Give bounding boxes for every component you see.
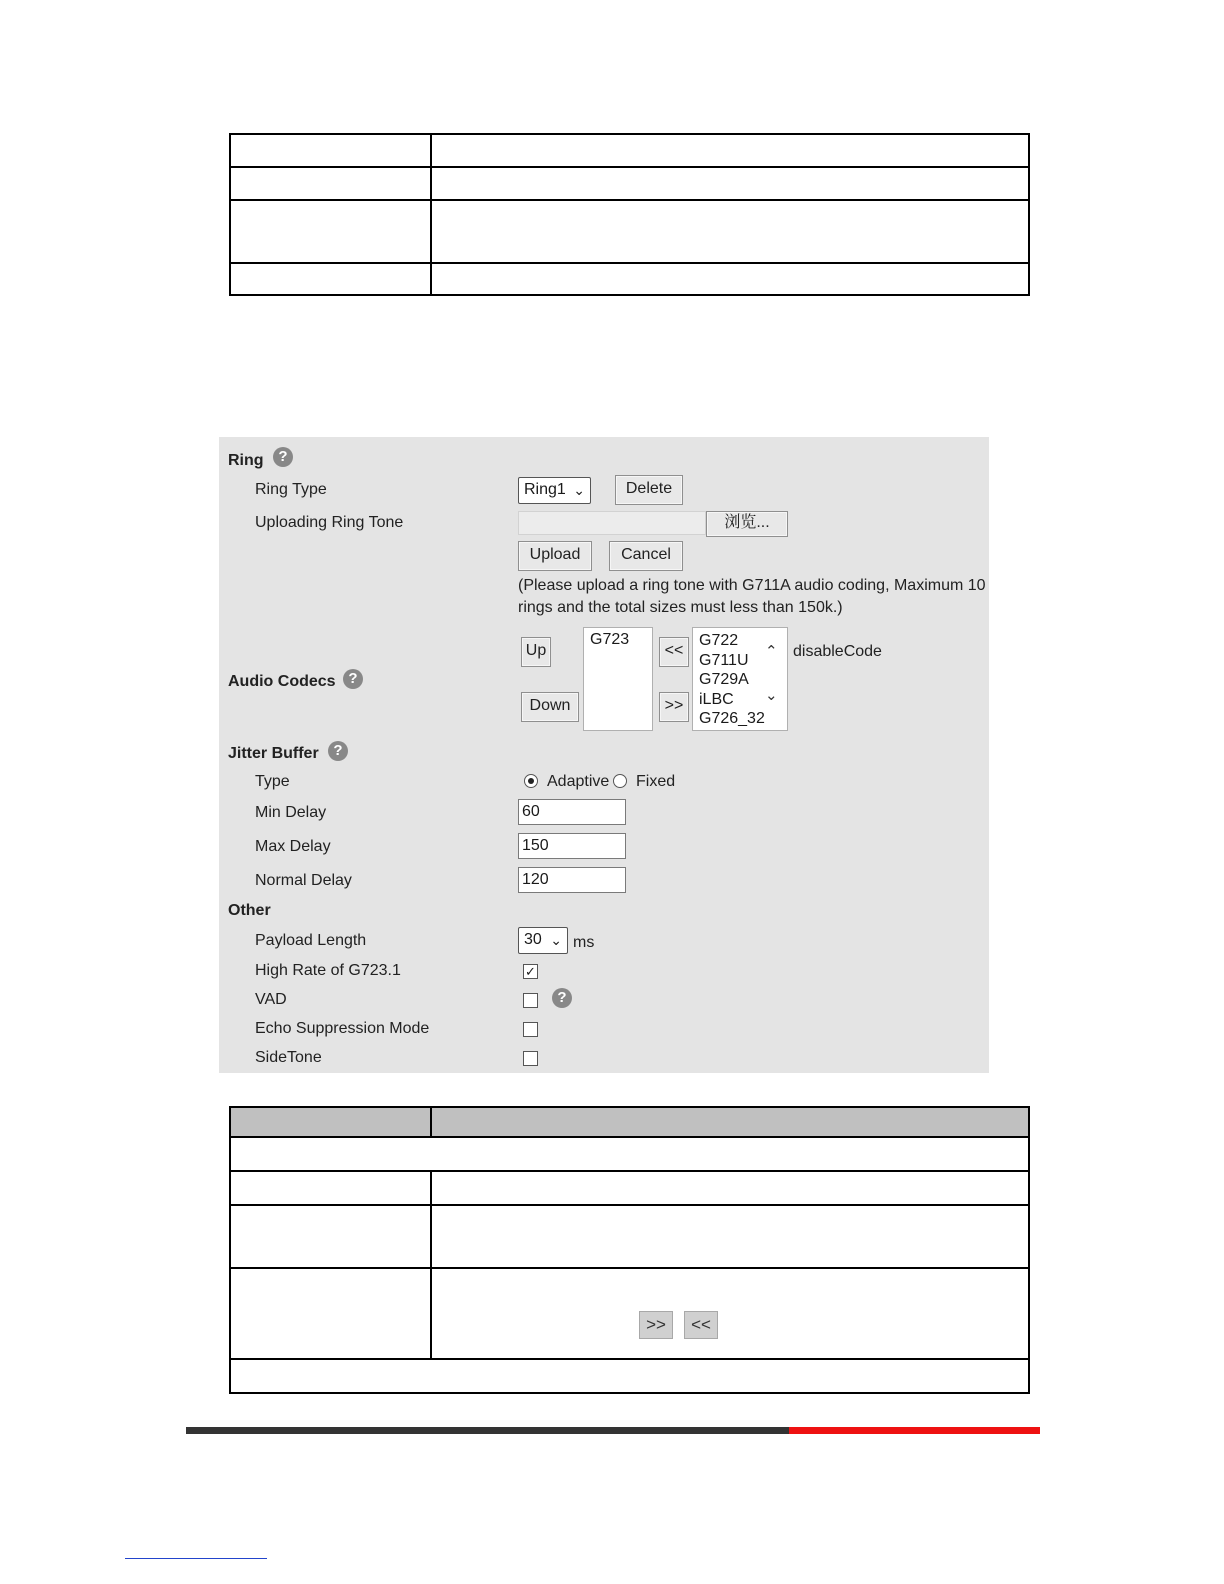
table-cell [230, 200, 431, 263]
jitter-buffer-section-title: Jitter Buffer [228, 745, 319, 762]
vad-help-icon[interactable]: ? [552, 988, 572, 1008]
echo-suppression-label: Echo Suppression Mode [255, 1020, 430, 1037]
normal-delay-input[interactable]: 120 [518, 867, 626, 893]
codec-down-button[interactable]: Down [521, 692, 579, 722]
fixed-label: Fixed [636, 773, 676, 790]
audio-codecs-section-title: Audio Codecs [228, 673, 336, 690]
max-delay-input[interactable]: 150 [518, 833, 626, 859]
list-item[interactable]: G726_32 [699, 710, 765, 727]
other-section-title: Other [228, 902, 271, 919]
ring-tone-file-field[interactable] [518, 511, 706, 535]
table-cell [230, 1205, 431, 1268]
upload-ring-tone-label: Uploading Ring Tone [255, 514, 404, 531]
vad-checkbox[interactable] [523, 993, 538, 1008]
codec-up-button[interactable]: Up [521, 637, 551, 667]
sidetone-checkbox[interactable] [523, 1051, 538, 1066]
payload-length-value: 30 [524, 931, 542, 948]
delete-ring-button[interactable]: Delete [615, 475, 683, 505]
audio-settings-panel [219, 437, 989, 1073]
list-item[interactable]: iLBC [699, 690, 734, 708]
upload-button[interactable]: Upload [518, 541, 592, 571]
chevron-down-icon: ⌄ [573, 482, 585, 498]
fixed-radio[interactable] [613, 774, 627, 788]
list-item[interactable]: G729A [699, 671, 749, 688]
max-delay-label: Max Delay [255, 838, 331, 855]
bottom-table [229, 1106, 1030, 1394]
table-cell [230, 167, 431, 200]
disable-codec-button[interactable]: >> [659, 692, 689, 722]
disabled-codecs-caption: disableCode [793, 643, 882, 660]
high-rate-checkbox[interactable]: ✓ [523, 964, 538, 979]
vad-label: VAD [255, 991, 287, 1008]
high-rate-label: High Rate of G723.1 [255, 962, 401, 979]
table-cell [431, 1171, 1029, 1205]
upload-note-line2: rings and the total sizes must less than 150k.) [518, 599, 843, 616]
payload-length-label: Payload Length [255, 932, 367, 949]
echo-suppression-checkbox[interactable] [523, 1022, 538, 1037]
table-cell [230, 263, 431, 295]
table-cell [230, 134, 431, 167]
table-cell [230, 1359, 1029, 1393]
table-header-cell [230, 1107, 431, 1137]
min-delay-input[interactable]: 60 [518, 799, 626, 825]
enable-codec-button[interactable]: << [659, 637, 689, 667]
scroll-up-icon[interactable]: ⌃ [765, 643, 778, 660]
ring-type-label: Ring Type [255, 481, 327, 498]
normal-delay-label: Normal Delay [255, 872, 352, 889]
cancel-button[interactable]: Cancel [609, 541, 683, 571]
sidetone-label: SideTone [255, 1049, 322, 1066]
table-cell [230, 1137, 1029, 1171]
move-left-button[interactable]: << [684, 1311, 718, 1339]
table-cell [230, 1171, 431, 1205]
table-cell [230, 1268, 431, 1359]
ring-type-value: Ring1 [524, 481, 566, 498]
table-cell [431, 167, 1029, 200]
move-right-button[interactable]: >> [639, 1311, 673, 1339]
scroll-down-icon[interactable]: ⌄ [765, 687, 778, 704]
table-cell [431, 200, 1029, 263]
jitter-type-label: Type [255, 773, 290, 790]
browse-button[interactable]: 浏览... [706, 511, 788, 537]
adaptive-radio[interactable] [524, 774, 538, 788]
top-table [229, 133, 1030, 296]
list-item[interactable]: G723 [590, 631, 630, 648]
ring-section-title: Ring [228, 452, 264, 469]
adaptive-label: Adaptive [547, 773, 610, 790]
list-item[interactable]: G722 [699, 632, 739, 649]
table-cell [431, 134, 1029, 167]
enabled-codecs-list[interactable] [583, 627, 653, 731]
chevron-down-icon: ⌄ [550, 932, 562, 948]
table-cell [431, 263, 1029, 295]
upload-note-line1: (Please upload a ring tone with G711A audio coding, Maximum 10 [518, 577, 986, 594]
table-cell [431, 1205, 1029, 1268]
footer-bar-dark [186, 1427, 789, 1434]
footer-bar-accent [789, 1427, 1040, 1434]
list-item[interactable]: G711U [699, 651, 749, 669]
disabled-codecs-list[interactable] [692, 627, 788, 731]
payload-unit: ms [573, 934, 595, 951]
ring-type-select[interactable] [518, 477, 591, 504]
payload-length-select[interactable] [518, 927, 568, 954]
ring-help-icon[interactable]: ? [273, 447, 293, 467]
table-header-cell [431, 1107, 1029, 1137]
table-cell [431, 1268, 1029, 1359]
jitter-buffer-help-icon[interactable]: ? [328, 741, 348, 761]
min-delay-label: Min Delay [255, 804, 327, 821]
audio-codecs-help-icon[interactable]: ? [343, 669, 363, 689]
link-underline[interactable] [125, 1558, 267, 1559]
